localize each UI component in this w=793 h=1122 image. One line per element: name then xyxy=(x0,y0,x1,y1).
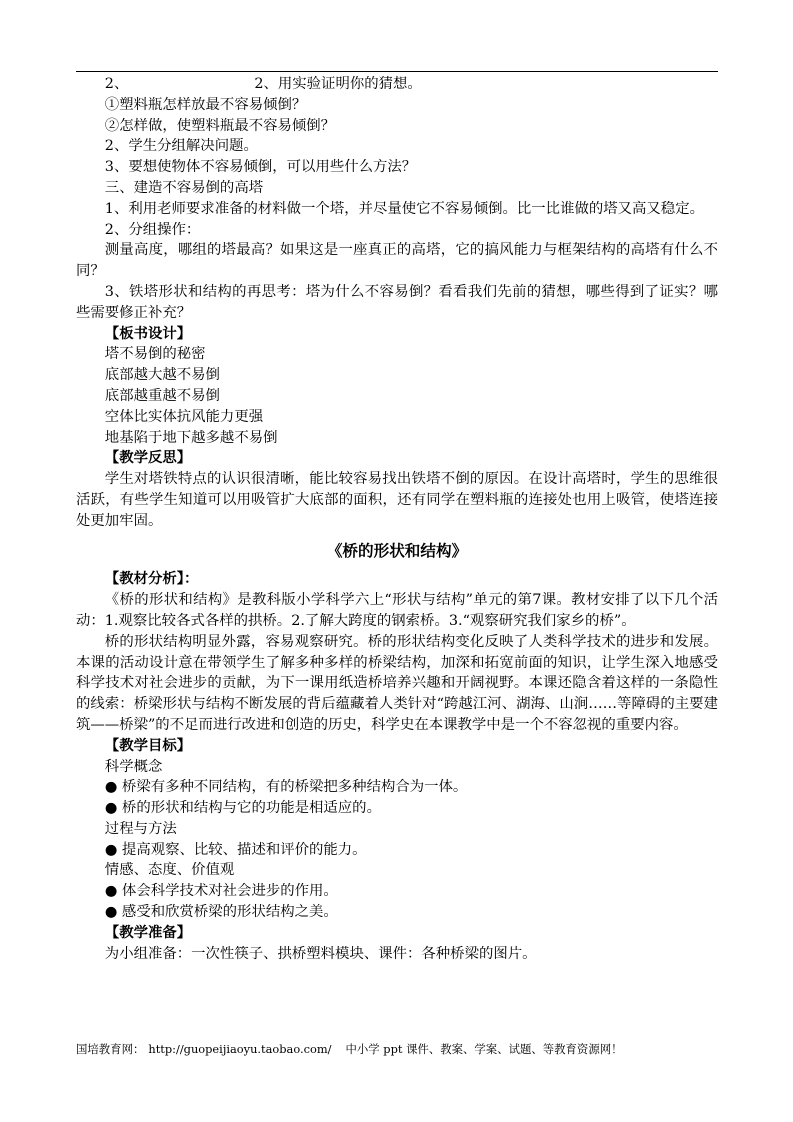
text-line: 2、分组操作： xyxy=(104,221,201,238)
paragraph: 桥的形状结构明显外露，容易观察研究。桥的形状结构变化反映了人类科学技术的进步和发展。本课的活动设计意在带领学生了解多种多样的桥梁结构，加深和拓宽前面的知识，让学生深入地感受科学技术对社会进步的贡献，为下一课用纸造桥培养兴趣和开阔视野。本课还隐含着这样的一条隐性的线索：桥梁形状与结构不断发展的背后蕴藏着人类针对“跨越江河、湖海、山涧……等障碍的主要建筑——桥梁”的不足而进行改进和创造的历史，科学史在本课教学中是一个不容忽视的重要内容。 xyxy=(76,633,718,733)
prep-heading: 【教学准备】 xyxy=(104,923,192,941)
text-line: ①塑料瓶怎样放最不容易倾倒？ xyxy=(104,96,307,113)
goals-heading: 【教学目标】 xyxy=(104,736,192,754)
goal-item: ● 感受和欣赏桥梁的形状结构之美。 xyxy=(104,904,338,921)
board-line: 空体比实体抗风能力更强 xyxy=(104,408,264,425)
lesson-title: 《桥的形状和结构》 xyxy=(326,540,468,560)
board-heading: 【板书设计】 xyxy=(104,324,192,342)
paragraph: 3、铁塔形状和结构的再思考：塔为什么不容易倒？看看我们先前的猜想，哪些得到了证实？哪些需要修正补充？ xyxy=(76,283,718,321)
document-page xyxy=(76,74,718,964)
prep-text: 为小组准备：一次性筷子、拱桥塑料模块、课件：各种桥梁的图片。 xyxy=(104,945,537,962)
text-line: 3、要想使物体不容易倾倒，可以用些什么方法？ xyxy=(104,159,417,176)
paragraph: 1、利用老师要求准备的材料做一个塔，并尽量使它不容易倾倒。比一比谁做的塔又高又稳定。 xyxy=(104,200,704,217)
footer-url[interactable]: http://guopeijiaoyu.taobao.com/ xyxy=(148,1042,332,1056)
footer-site-label: 国培教育网： xyxy=(76,1042,145,1056)
item-number: 2、 xyxy=(104,76,129,92)
footer-slogan: 中小学 ppt 课件、教案、学案、试题、等教育资源网！ xyxy=(345,1042,623,1056)
goal-category: 科学概念 xyxy=(104,758,163,775)
section-heading: 三、建造不容易倒的高塔 xyxy=(104,179,264,196)
goal-item: ● 桥的形状和结构与它的功能是相适应的。 xyxy=(104,800,381,817)
text-span: 2、用实验证明你的猜想。 xyxy=(254,76,422,92)
text-line xyxy=(76,74,718,95)
text-line: 2、学生分组解决问题。 xyxy=(104,138,258,155)
reflection-heading: 【教学反思】 xyxy=(104,449,192,467)
analysis-heading: 【教材分析】： xyxy=(104,570,199,588)
board-line: 塔不易倒的秘密 xyxy=(104,346,206,363)
header-rule xyxy=(76,71,718,72)
text-line: ②怎样做，使塑料瓶最不容易倾倒？ xyxy=(104,117,336,134)
goal-category: 情感、态度、价值观 xyxy=(104,862,235,879)
goal-category: 过程与方法 xyxy=(104,820,177,837)
paragraph: 测量高度，哪组的塔最高？如果这是一座真正的高塔，它的搞风能力与框架结构的高塔有什么不同？ xyxy=(76,242,718,280)
board-line: 地基陷于地下越多越不易倒 xyxy=(104,429,278,446)
reflection-paragraph: 学生对塔铁特点的认识很清晰，能比较容易找出铁塔不倒的原因。在设计高塔时，学生的思维很活跃，有些学生知道可以用吸管扩大底部的面积，还有同学在塑料瓶的连接处也用上吸管，使塔连接处更加牢固。 xyxy=(76,471,718,529)
board-line: 底部越重越不易倒 xyxy=(104,387,220,404)
goal-item: ● 桥梁有多种不同结构，有的桥梁把多种结构合为一体。 xyxy=(104,779,468,796)
goal-item: ● 体会科学技术对社会进步的作用。 xyxy=(104,883,338,900)
goal-item: ● 提高观察、比较、描述和评价的能力。 xyxy=(104,841,367,858)
paragraph: 《桥的形状和结构》是教科版小学科学六上“形状与结构”单元的第7课。教材安排了以下几个活动：1.观察比较各式各样的拱桥。2.了解大跨度的钢索桥。3.“观察研究我们家乡的桥”。 xyxy=(76,592,718,629)
board-line: 底部越大越不易倒 xyxy=(104,367,220,384)
page-footer xyxy=(76,1041,623,1057)
